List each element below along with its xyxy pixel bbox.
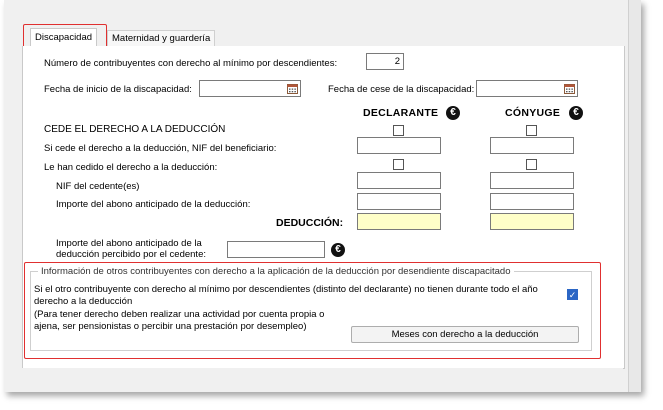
fecha-inicio-input[interactable] xyxy=(199,80,301,97)
importe-abono-label: Importe del abono anticipado de la deducción: xyxy=(56,199,251,210)
nif-cedente-conyuge-input[interactable] xyxy=(490,172,574,189)
fecha-cese-input[interactable] xyxy=(476,80,578,97)
fecha-inicio-label: Fecha de inicio de la discapacidad: xyxy=(44,84,192,95)
euro-icon[interactable]: € xyxy=(331,243,345,257)
otro-contribuyente-checkbox[interactable]: ✓ xyxy=(568,290,577,300)
importe-percibido-input[interactable] xyxy=(227,241,325,258)
si-cede-label: Si cede el derecho a la deducción, NIF del beneficiario: xyxy=(44,143,277,154)
calendar-icon[interactable] xyxy=(564,83,575,94)
tab-label: Maternidad y guardería xyxy=(112,33,211,44)
nif-beneficiario-conyuge-input[interactable] xyxy=(490,137,574,154)
tab-label: Discapacidad xyxy=(35,32,93,43)
deduccion-conyuge-value xyxy=(490,213,574,230)
otro-contribuyente-text: Si el otro contribuyente con derecho al mínimo por descendientes (distinto del declarante) no tienen durante todo el año derecho a la deducción xyxy=(34,284,538,307)
nota-requisitos: (Para tener derecho deben realizar una actividad por cuenta propia o ajena, ser pensionistas o percibir una prestación por desempleo) xyxy=(34,309,325,332)
nif-cedente-declarante-input[interactable] xyxy=(357,172,441,189)
deduccion-label: DEDUCCIÓN: xyxy=(276,217,344,229)
cedido-declarante-checkbox[interactable] xyxy=(393,159,404,170)
euro-icon[interactable]: € xyxy=(569,106,583,120)
importe-abono-declarante-input[interactable] xyxy=(357,193,441,210)
nif-beneficiario-declarante-input[interactable] xyxy=(357,137,441,154)
cede-declarante-checkbox[interactable] xyxy=(393,125,404,136)
meses-derecho-button[interactable]: Meses con derecho a la deducción xyxy=(351,326,579,343)
tab-maternidad[interactable] xyxy=(107,30,215,47)
importe-abono-conyuge-input[interactable] xyxy=(490,193,574,210)
calendar-icon[interactable] xyxy=(287,83,298,94)
column-header-conyuge: CÓNYUGE xyxy=(505,107,561,119)
le-han-cedido-label: Le han cedido el derecho a la deducción: xyxy=(44,162,218,173)
num-contribuyentes-input[interactable]: 2 xyxy=(366,53,404,70)
column-header-declarante: DECLARANTE xyxy=(363,107,439,119)
group-title: Información de otros contribuyentes con derecho a la aplicación de la deducción por desendiente discapacitado xyxy=(38,266,514,277)
cede-derecho-label: CEDE EL DERECHO A LA DEDUCCIÓN xyxy=(44,124,226,135)
highlight-group-frame xyxy=(24,262,601,359)
deduccion-declarante-value xyxy=(357,213,441,230)
panel-footer xyxy=(22,368,623,388)
euro-icon[interactable]: € xyxy=(446,106,460,120)
nif-cedente-label: NIF del cedente(es) xyxy=(56,181,140,192)
importe-percibido-label: Importe del abono anticipado de la deducción percibido por el cedente: xyxy=(56,238,206,260)
num-contribuyentes-label: Número de contribuyentes con derecho al mínimo por descendientes: xyxy=(44,58,338,69)
fecha-cese-label: Fecha de cese de la discapacidad: xyxy=(328,84,475,95)
cede-conyuge-checkbox[interactable] xyxy=(526,125,537,136)
vertical-scrollbar[interactable] xyxy=(628,0,641,392)
cedido-conyuge-checkbox[interactable] xyxy=(526,159,537,170)
